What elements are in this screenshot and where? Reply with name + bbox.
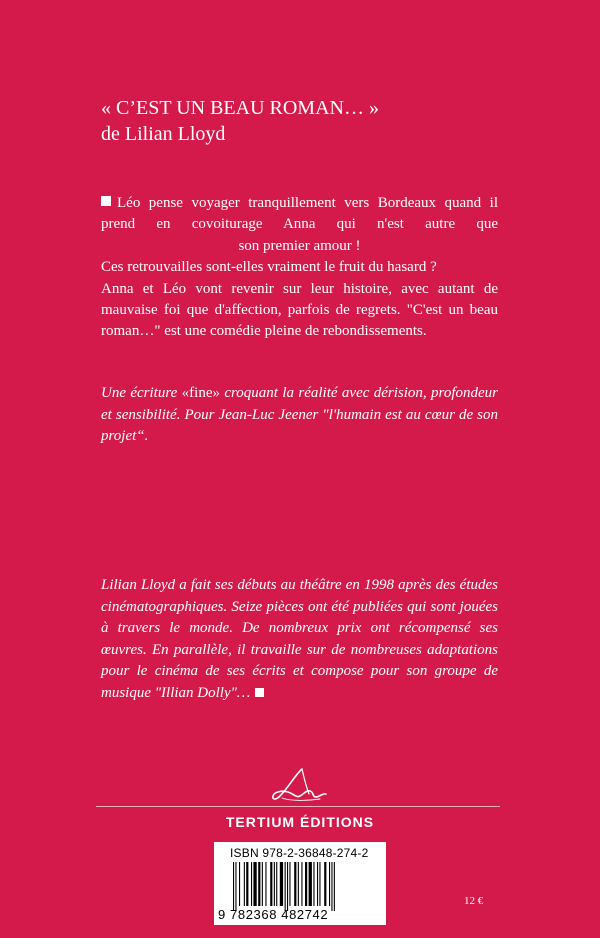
barcode-bar bbox=[235, 862, 236, 911]
isbn-text: ISBN 978-2-36848-274-2 bbox=[230, 846, 369, 860]
barcode-bar bbox=[289, 862, 290, 906]
barcode-bar bbox=[251, 862, 252, 906]
ean-number: 9 782368 482742 bbox=[218, 907, 329, 922]
quote-part-1: Une écriture bbox=[101, 385, 182, 401]
author-bio-text: Lilian Lloyd a fait ses débuts au théâtre en 1998 après des études cinématographiques. Seize pièces ont été publiées qui sont jouées à travers le monde. De nombreux prix ont récompensé ses œuvres. En parallèle, il travaille sur de nombreuses adaptations pour le cinéma de ses écrits et compose pour son groupe de musique "Illian Dolly"… bbox=[101, 577, 498, 701]
barcode-bar bbox=[276, 862, 277, 906]
synopsis-line-1 bbox=[101, 193, 498, 236]
barcode-bar bbox=[246, 862, 248, 906]
barcode-bar bbox=[331, 862, 332, 911]
barcode-bar bbox=[305, 862, 307, 906]
barcode-bar bbox=[233, 862, 234, 911]
synopsis-line-2: son premier amour ! bbox=[238, 237, 361, 254]
barcode-bar bbox=[313, 862, 314, 906]
barcode-bar bbox=[294, 862, 296, 906]
synopsis bbox=[101, 193, 498, 343]
synopsis-line-3: Ces retrouvailles sont-elles vraiment le fruit du hasard ? bbox=[101, 259, 437, 276]
barcode-bar bbox=[244, 862, 245, 906]
barcode-bar bbox=[239, 862, 240, 906]
barcode-bar bbox=[280, 862, 283, 906]
barcode-bar bbox=[324, 862, 326, 906]
barcode-bar bbox=[274, 862, 275, 906]
barcode-bar bbox=[329, 862, 330, 906]
square-bullet-icon bbox=[101, 196, 111, 206]
barcode-bar bbox=[317, 862, 318, 906]
tertium-logo-icon bbox=[262, 764, 338, 804]
barcode-bar bbox=[258, 862, 260, 906]
barcode-bar bbox=[334, 862, 335, 911]
barcode-bar bbox=[298, 862, 299, 906]
press-quote bbox=[101, 383, 498, 448]
barcode-bar bbox=[309, 862, 312, 906]
barcode-bar bbox=[253, 862, 256, 906]
quote-part-2: «fine» bbox=[181, 385, 220, 401]
barcode-bar bbox=[285, 862, 286, 911]
synopsis-line-1-text: Léo pense voyager tranquillement vers Bordeaux quand il prend en covoiturage Anna qui n'est autre que bbox=[101, 195, 498, 233]
synopsis-line-4: Anna et Léo vont revenir sur leur histoire, avec autant de mauvaise foi que d'affection, parfois de regrets. "C'est un beau roman…" est une comédie pleine de rebondissements. bbox=[101, 280, 498, 340]
author-bio bbox=[101, 575, 498, 704]
publisher-name: TERTIUM ÉDITIONS bbox=[225, 814, 375, 830]
price: 12 € bbox=[464, 895, 484, 907]
barcode-bar bbox=[287, 862, 288, 911]
barcode-icon bbox=[229, 862, 377, 911]
divider bbox=[96, 806, 500, 807]
barcode-bar bbox=[265, 862, 266, 906]
barcode-bar bbox=[301, 862, 302, 906]
quote-part-3: croquant la réalité avec dérision, profondeur et sensibilité. Pour Jean-Luc Jeener "l'humain est au cœur de son projet“. bbox=[101, 385, 499, 444]
barcode-bar bbox=[319, 862, 320, 906]
book-author: de Lilian Lloyd bbox=[101, 123, 226, 145]
book-title: « C’EST UN BEAU ROMAN… » bbox=[101, 97, 379, 119]
barcode-panel bbox=[214, 842, 386, 925]
square-bullet-end-icon bbox=[255, 688, 264, 697]
barcode-bar bbox=[262, 862, 263, 906]
barcode-bar bbox=[270, 862, 272, 906]
